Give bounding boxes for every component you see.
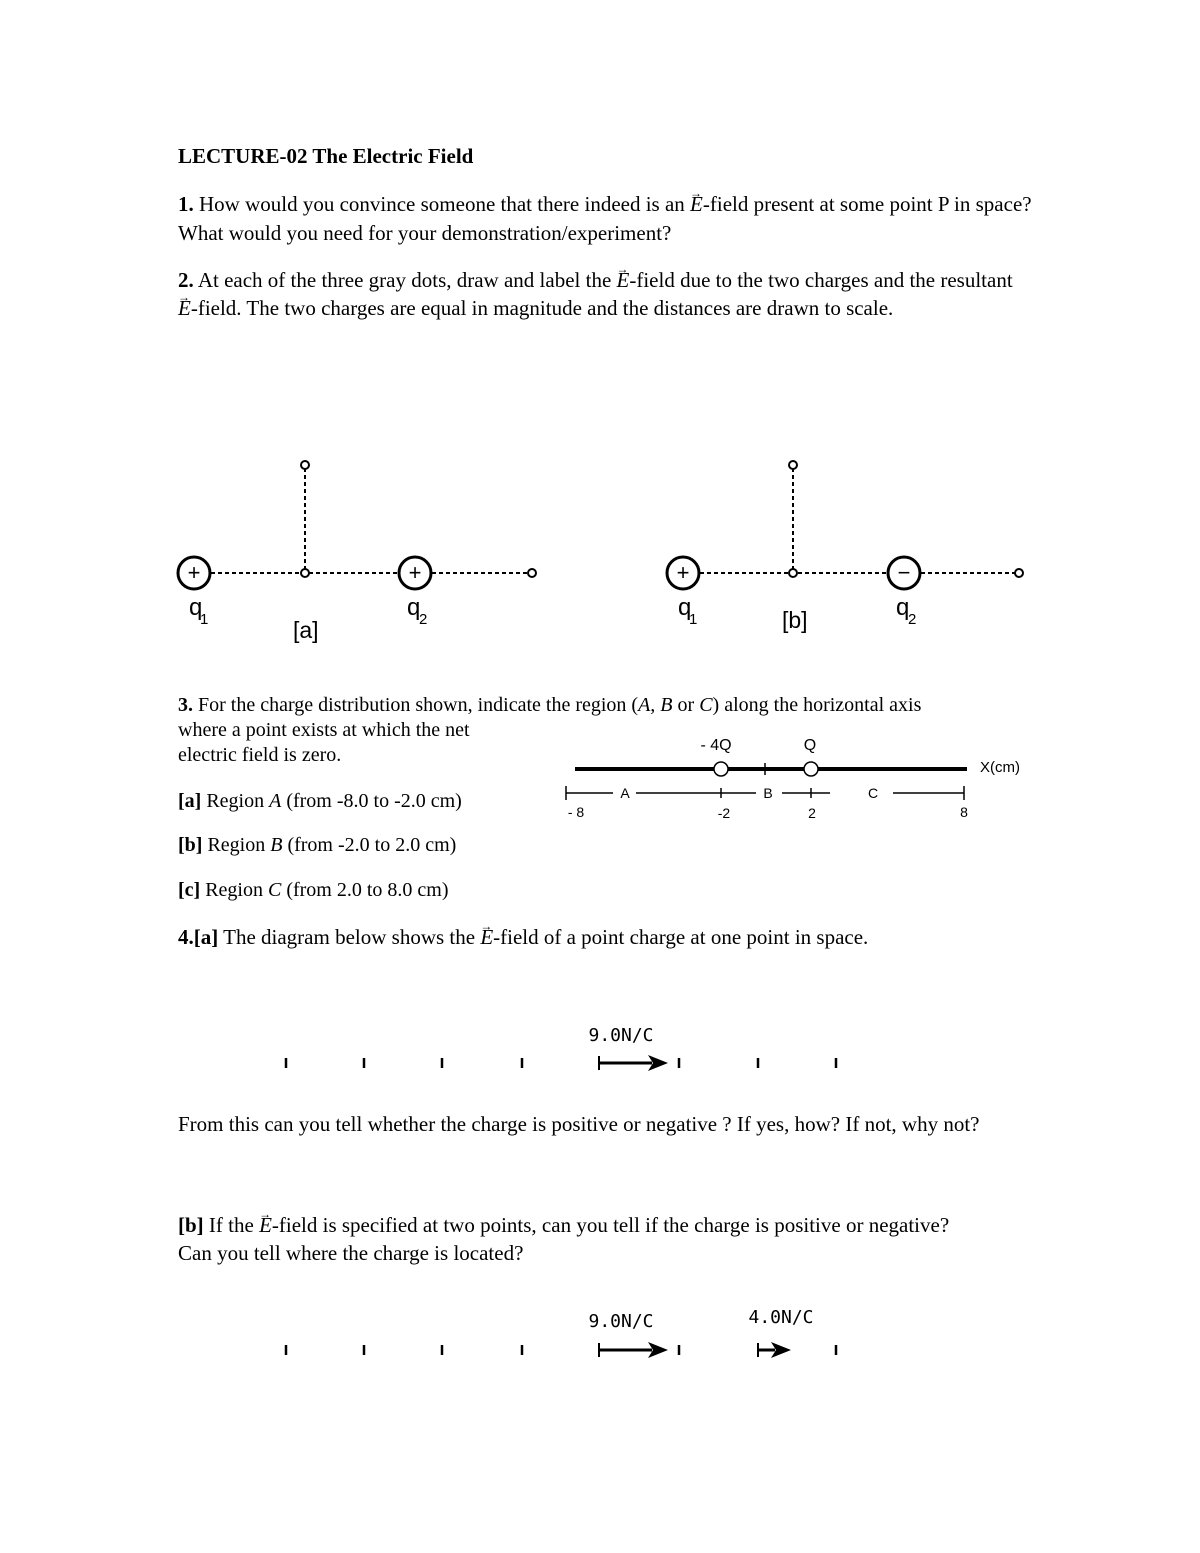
question-3-line-2: where a point exists at which the net	[178, 719, 470, 741]
question-2-text-c: -field. The two charges are equal in magnitude and the distances are drawn to scale.	[190, 296, 894, 320]
question-4b	[178, 1211, 978, 1267]
tick-label: 2	[808, 805, 816, 821]
charge-q1-label: q	[189, 594, 203, 621]
charge-figures	[0, 0, 1200, 700]
charge-q1-label: q	[678, 594, 692, 621]
question-2-number: 2.	[178, 268, 194, 292]
question-1-text-a: How would you convince someone that there indeed is an	[193, 192, 691, 216]
question-1-number: 1.	[178, 192, 194, 216]
charge-q1-sign: +	[676, 560, 690, 585]
charge-q2-sign: −	[897, 560, 911, 585]
question-3-line-3: electric field is zero.	[178, 744, 342, 766]
question-3-regions: A, B	[638, 694, 673, 716]
e-vector-symbol: → E	[480, 925, 493, 949]
question-4a-follow-up: From this can you tell whether the charge is positive or negative ? If yes, how? If not, why not?	[178, 1112, 980, 1136]
page-title: LECTURE-02 The Electric Field	[178, 144, 474, 168]
tick-label: 8	[960, 804, 968, 820]
option-c-range: (from 2.0 to 8.0 cm)	[281, 879, 449, 901]
charge-q2-sign: +	[408, 560, 422, 585]
question-3-line-1	[178, 692, 1038, 718]
charge-minus-4q	[714, 762, 728, 776]
figure-a	[178, 461, 536, 643]
option-b-range: (from -2.0 to 2.0 cm)	[282, 834, 457, 856]
question-3-text-a: For the charge distribution shown, indicate the region (	[193, 694, 639, 716]
charge-q2-label: q	[896, 594, 910, 621]
field-arrow	[599, 1342, 668, 1358]
question-4a-text-b: -field of a point charge at one point in space.	[493, 925, 869, 949]
question-3-text-b: ) along the horizontal axis	[712, 694, 922, 716]
option-a-range: (from -8.0 to -2.0 cm)	[281, 790, 462, 812]
figure-b	[667, 461, 1023, 633]
tick-label: - 8	[567, 804, 585, 820]
question-1-text-b: -field present at some point P in space? What would you need for your demonstration/experiment?	[178, 192, 1032, 245]
figure-a-label: [a]	[293, 617, 319, 643]
question-4a-text-a: The diagram below shows the	[218, 925, 481, 949]
option-c-tag: [c]	[178, 879, 201, 901]
tick-label: -2	[717, 805, 731, 821]
e-vector-symbol: → E	[178, 296, 191, 320]
option-b	[178, 831, 456, 860]
question-3-or: or	[672, 694, 700, 716]
question-3-number: 3.	[178, 694, 193, 716]
charge-q2-label: q	[407, 594, 421, 621]
charge-q1-subscript: 1	[200, 611, 209, 628]
option-a-region: A	[269, 790, 282, 812]
region-a-label: A	[620, 785, 630, 801]
field-point-dot	[789, 569, 797, 577]
charge-q1-sign: +	[187, 560, 201, 585]
question-4b-tag: [b]	[178, 1213, 204, 1237]
e-vector-symbol: → E	[259, 1213, 272, 1237]
field-arrow	[758, 1342, 791, 1358]
question-4b-text-b: -field is specified at two points, can you tell if the charge is positive or negative? Can you tell where the charge is located?	[178, 1213, 950, 1265]
region-b-label: B	[763, 785, 773, 801]
e-vector-symbol: → E	[690, 192, 703, 216]
field-point-dot	[528, 569, 536, 577]
charge-minus-4q-label: - 4Q	[700, 737, 732, 754]
charge-q2-subscript: 2	[419, 611, 428, 628]
field-magnitude-label: 9.0N/C	[588, 1025, 654, 1046]
question-4a	[178, 923, 1038, 952]
field-point-dot	[301, 461, 309, 469]
charge-q	[804, 762, 818, 776]
field-magnitude-label: 9.0N/C	[588, 1311, 654, 1332]
option-c-pre: Region	[200, 879, 268, 901]
question-2-text-b: -field due to the two charges and the resultant	[629, 268, 1013, 292]
question-2-text-a: At each of the three gray dots, draw and label the	[193, 268, 617, 292]
option-c-region: C	[267, 879, 282, 901]
option-a-pre: Region	[201, 790, 270, 812]
field-point-dot	[301, 569, 309, 577]
field-point-dot	[1015, 569, 1023, 577]
option-b-tag: [b]	[178, 834, 203, 856]
field-point-dot	[789, 461, 797, 469]
figure-b-label: [b]	[782, 607, 808, 633]
charge-q-label: Q	[803, 737, 817, 754]
option-a	[178, 787, 462, 816]
option-c	[178, 876, 449, 905]
axis-label: X(cm)	[980, 759, 1020, 776]
question-3-region-c: C	[699, 694, 713, 716]
option-b-pre: Region	[202, 834, 271, 856]
option-a-tag: [a]	[178, 790, 202, 812]
field-arrow	[599, 1055, 668, 1071]
option-b-region: B	[270, 834, 283, 856]
question-4a-number: 4.[a]	[178, 925, 219, 949]
charge-q2-subscript: 2	[908, 611, 917, 628]
question-4b-text-a: If the	[203, 1213, 260, 1237]
field-magnitude-label: 4.0N/C	[748, 1307, 814, 1328]
region-c-label: C	[867, 785, 879, 801]
e-vector-symbol: → E	[617, 268, 630, 292]
charge-q1-subscript: 1	[689, 611, 698, 628]
